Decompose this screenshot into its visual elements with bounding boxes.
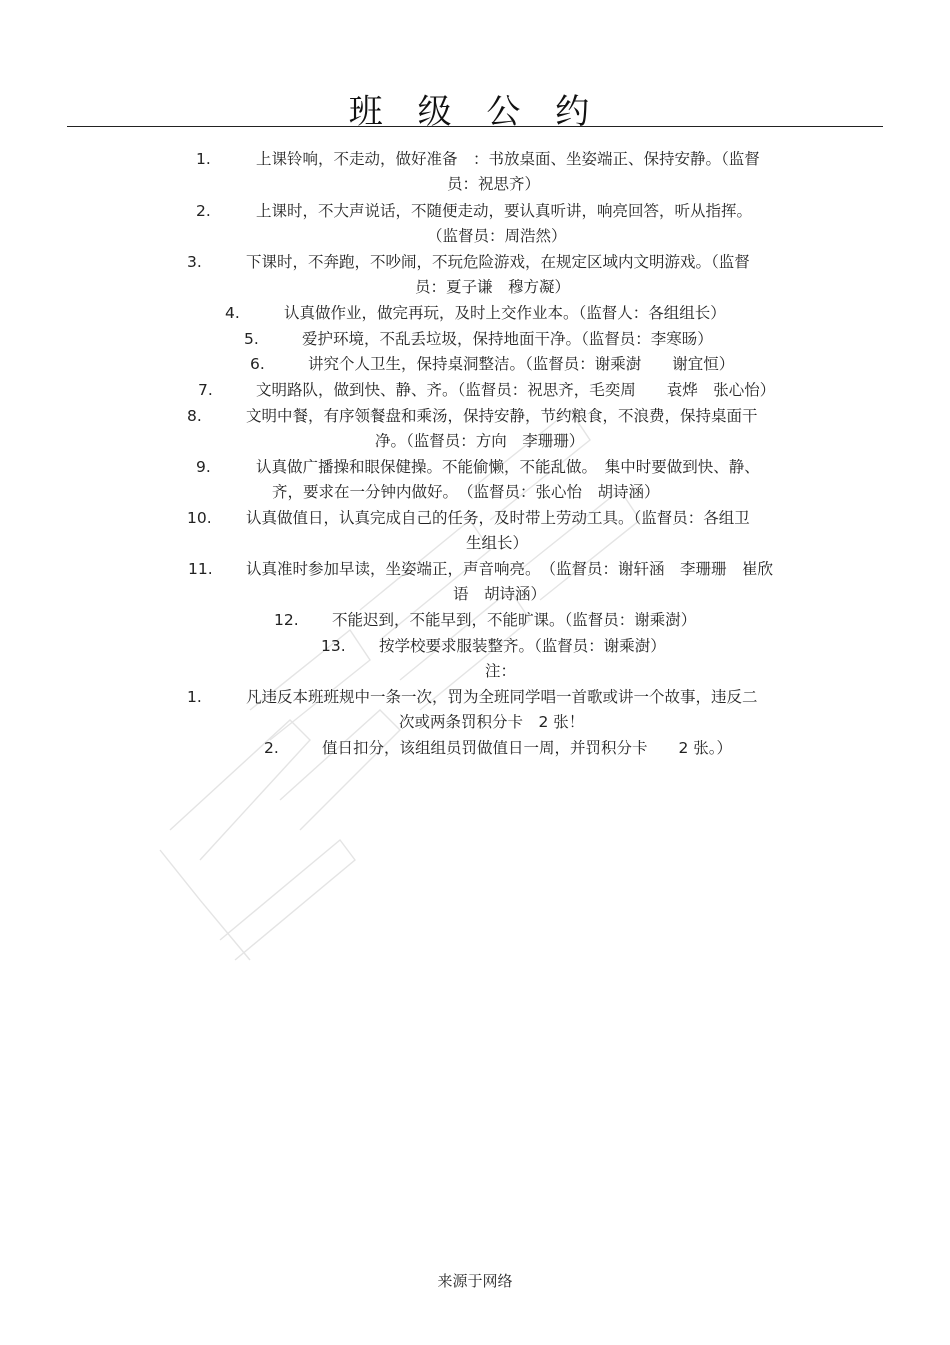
item-number: 1. — [196, 150, 211, 168]
item-text: 齐，要求在一分钟内做好。 （监督员：张心怡 胡诗涵） — [272, 483, 660, 501]
item-number: 2. — [196, 202, 211, 220]
item-text: 生组长） — [466, 534, 529, 552]
title-rule — [67, 126, 883, 127]
item-number: 13. — [321, 637, 346, 655]
item-text: 下课时，不奔跑，不吵闹，不玩危险游戏，在规定区域内文明游戏。（监督 — [246, 253, 750, 271]
item-number: 4. — [225, 304, 240, 322]
item-text: 净。（监督员：方向 李珊珊） — [375, 432, 585, 450]
item-text: 员：祝思齐） — [447, 175, 541, 193]
item-number: 12. — [274, 611, 299, 629]
item-number: 2. — [264, 739, 279, 757]
page-title: 班 级 公 约 — [348, 92, 602, 132]
item-text: 认真做值日，认真完成自己的任务，及时带上劳动工具。（监督员：各组卫 — [246, 509, 750, 527]
item-text: 文明路队，做到快、静、齐。（监督员：祝思齐，毛奕周 袁烨 张心怡） — [256, 381, 776, 399]
item-text: （监督员：周浩然） — [427, 227, 567, 245]
item-text: 按学校要求服装整齐。（监督员：谢乘澍） — [379, 637, 666, 655]
note-heading: 注： — [485, 662, 517, 680]
item-text: 上课铃响，不走动，做好准备 ：书放桌面、坐姿端正、保持安静。（监督 — [256, 150, 760, 168]
item-text: 认真准时参加早读，坐姿端正，声音响亮。 （监督员：谢轩涵 李珊珊 崔欣 — [246, 560, 774, 578]
item-text: 上课时，不大声说话，不随便走动，要认真听讲，响亮回答，听从指挥。 — [256, 202, 753, 220]
item-text: 凡违反本班班规中一条一次，罚为全班同学唱一首歌或讲一个故事，违反二 — [246, 688, 758, 706]
item-number: 7. — [198, 381, 213, 399]
item-text: 值日扣分，该组组员罚做值日一周，并罚积分卡 2 张。） — [322, 739, 733, 757]
item-number: 6. — [250, 355, 265, 373]
item-number: 8. — [187, 407, 202, 425]
item-text: 语 胡诗涵） — [453, 585, 547, 603]
item-text: 文明中餐，有序领餐盘和乘汤，保持安静，节约粮食，不浪费，保持桌面干 — [246, 407, 758, 425]
item-text: 不能迟到，不能早到，不能旷课。（监督员：谢乘澍） — [332, 611, 697, 629]
item-text: 爱护环境，不乱丢垃圾，保持地面干净。（监督员：李寒旸） — [302, 330, 713, 348]
item-text: 认真做广播操和眼保健操。不能偷懒，不能乱做。 集中时要做到快、静、 — [256, 458, 760, 476]
item-text: 员：夏子谦 穆方凝） — [415, 278, 571, 296]
item-text: 次或两条罚积分卡 2 张！ — [399, 713, 585, 731]
item-text: 认真做作业，做完再玩，及时上交作业本。（监督人：各组组长） — [284, 304, 726, 322]
footer-source: 来源于网络 — [437, 1272, 513, 1290]
item-text: 讲究个人卫生，保持桌洞整洁。（监督员：谢乘澍 谢宜恒） — [308, 355, 735, 373]
item-number: 9. — [196, 458, 211, 476]
item-number: 10. — [187, 509, 212, 527]
item-number: 11. — [188, 560, 213, 578]
item-number: 3. — [187, 253, 202, 271]
item-number: 5. — [244, 330, 259, 348]
item-number: 1. — [187, 688, 202, 706]
